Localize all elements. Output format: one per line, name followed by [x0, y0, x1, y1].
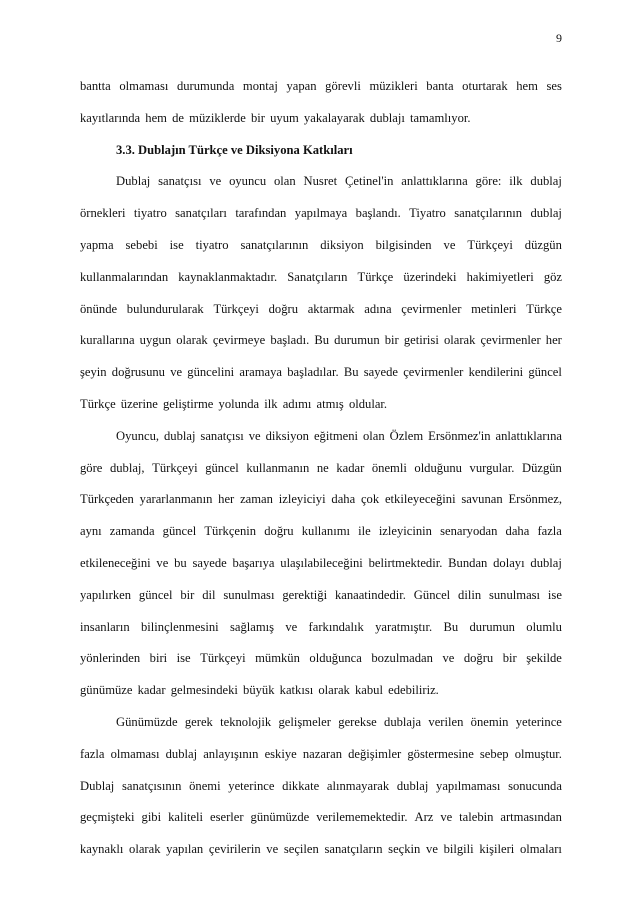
text-line: Dublaj sanatçısı ve oyuncu olan Nusret Çetinel'in anlattıklarına göre: ilk dublaj	[116, 174, 562, 189]
text-line: Türkçeden yararlanmanın her zaman izleyiciyi daha çok etkileyeceğini savunan Ersönmez,	[80, 492, 562, 507]
section-heading: 3.3. Dublajın Türkçe ve Diksiyona Katkıları	[116, 142, 353, 157]
text-line: etkileneceğini ve bu sayede başarıya ulaşılabileceğini belirtmektedir. Bundan dolayı dublaj	[80, 555, 562, 570]
text-line: fazla olmaması dublaj anlayışının eskiye nazaran değişimler göstermesine sebep olmuştur.	[80, 746, 562, 761]
text-line: yapma sebebi ise tiyatro sanatçılarının diksiyon bilgisinden ve Türkçeyi düzgün	[80, 237, 562, 252]
text-line: kurallarına uygun olarak çevirmeye başladı. Bu durumun bir getirisi olarak çevirmenler her	[80, 333, 562, 348]
text-line: aynı zamanda güncel Türkçenin doğru kullanımı ile izleyicinin senaryodan daha fazla	[80, 524, 562, 539]
text-line: önünde bulundurularak Türkçeyi doğru aktarmak adına çevirmenler metinleri Türkçe	[80, 301, 562, 316]
text-line: yönlerinden biri ise Türkçeyi mümkün olduğunca bozulmadan ve doğru bir şekilde	[80, 651, 562, 666]
text-line: Günümüzde gerek teknolojik gelişmeler gerekse dublaja verilen önemin yeterince	[116, 714, 562, 729]
document-body	[80, 71, 562, 866]
text-line: kaynaklı olarak yapılan çevirilerin ve seçilen sanatçıların seçkin ve bilgili kişileri olmaları	[80, 842, 562, 857]
text-line: insanların bilinçlenmesini sağlamış ve farkındalık yaratmıştır. Bu durumun olumlu	[80, 619, 562, 634]
page-number: 9	[556, 31, 562, 45]
text-line: bantta olmaması durumunda montaj yapan görevli müzikleri banta oturtarak hem ses	[80, 79, 562, 93]
text-line: Dublaj sanatçısının önemi yeterince dikkate alınmayarak dublaj yapılmaması sonucunda	[80, 778, 562, 793]
text-line: Türkçe üzerine geliştirme yolunda ilk adımı atmış oldular.	[80, 396, 388, 411]
text-line: göre dublaj, Türkçeyi güncel kullanmanın ne kadar önemli olduğunu vurgular. Düzgün	[80, 460, 562, 475]
text-line: geçmişteki gibi kaliteli eserler günümüzde verilememektedir. Arz ve talebin artmasından	[80, 810, 562, 825]
text-line: yapılırken güncel bir dil sunulması gerektiği kanaatindedir. Güncel dilin sunulması ise	[80, 587, 562, 602]
text-line: kullanmalarından kaynaklanmaktadır. Sanatçıların Türkçe üzerindeki hakimiyetleri göz	[80, 269, 562, 284]
text-line: şeyin doğrusunu ve güncelini aramaya başladılar. Bu sayede çevirmenler kendilerini güncel	[80, 365, 562, 380]
text-line: örnekleri tiyatro sanatçıları tarafından yapılmaya başlandı. Tiyatro sanatçılarının dublaj	[80, 206, 562, 221]
text-line: günümüze kadar gelmesindeki büyük katkısı olarak kabul edebiliriz.	[80, 683, 439, 698]
text-line: kayıtlarında hem de müziklerde bir uyum yakalayarak dublajı tamamlıyor.	[80, 110, 471, 125]
text-line: Oyuncu, dublaj sanatçısı ve diksiyon eğitmeni olan Özlem Ersönmez'in anlattıklarına	[116, 428, 562, 443]
